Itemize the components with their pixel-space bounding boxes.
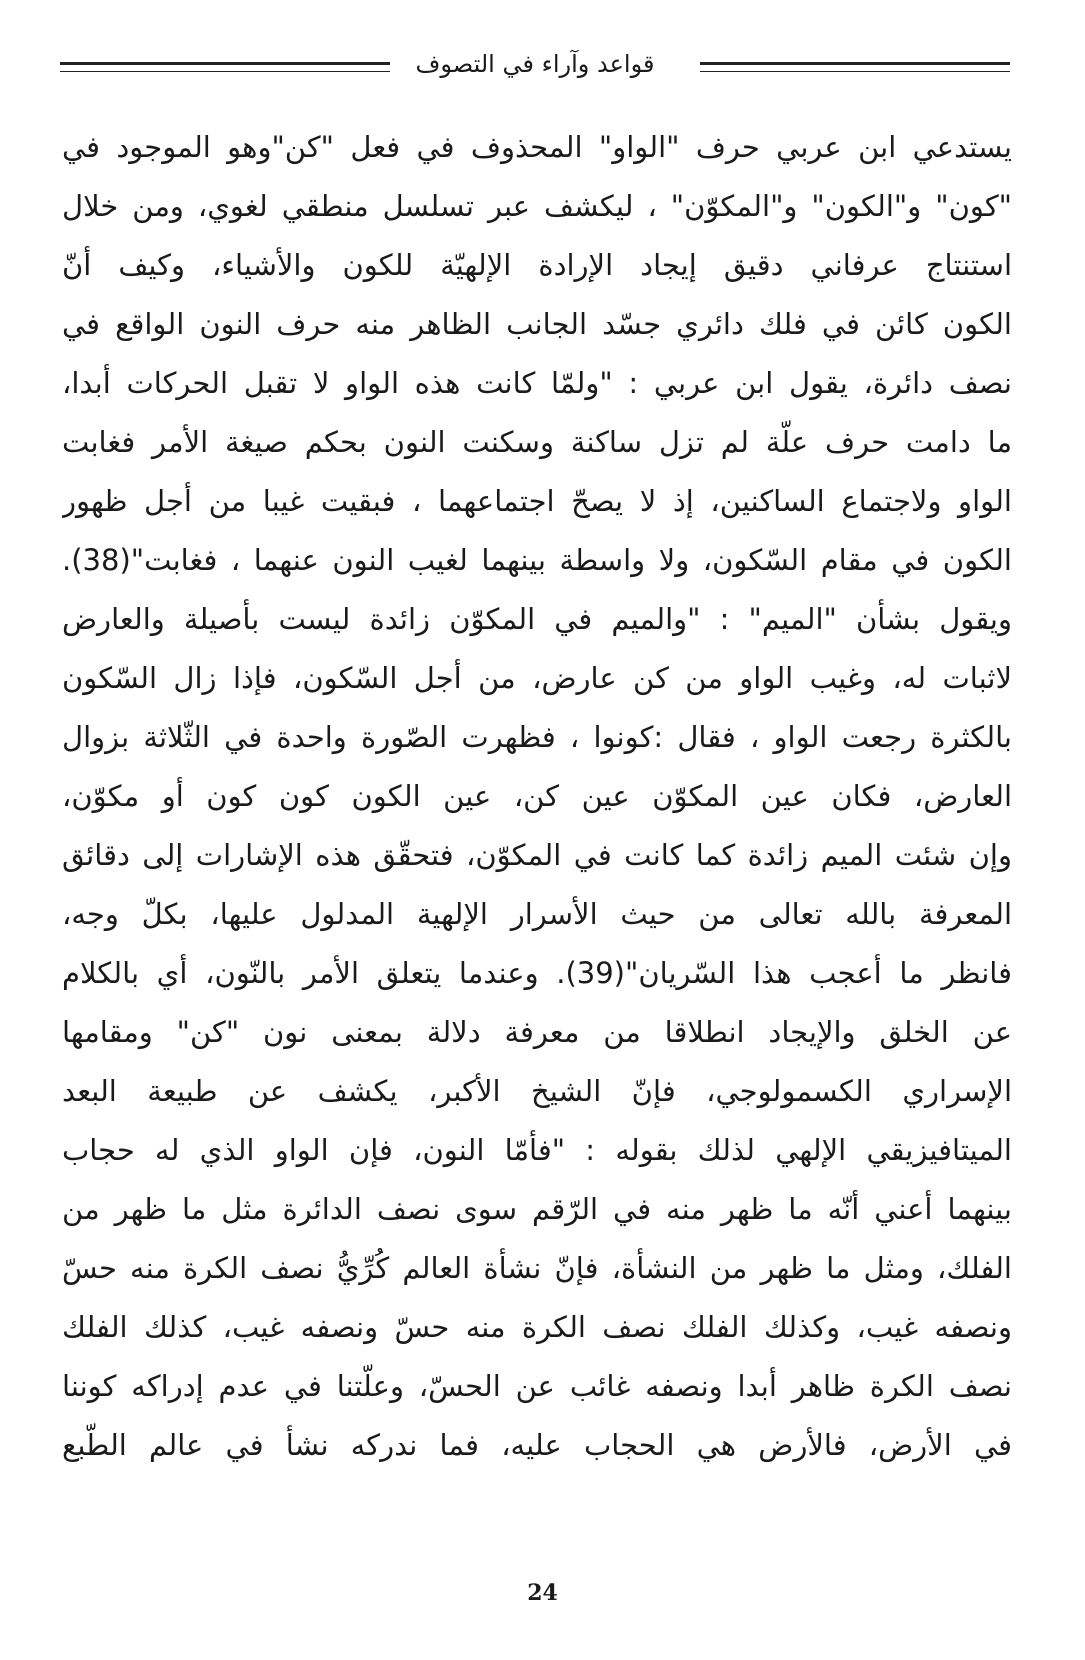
text-line: فانظر ما أعجب هذا السّريان"(39). وعندما يتعلق الأمر بالنّون، أي بالكلام [62, 956, 1012, 990]
text-line: الواو ولاجتماع الساكنين، إذ لا يصحّ اجتماعهما ، فبقيت غيبا من أجل ظهور [62, 484, 1012, 518]
text-line: ما دامت حرف علّة لم تزل ساكنة وسكنت النون بحكم صيغة الأمر فغابت [62, 425, 1012, 459]
header-rule-right [700, 62, 1010, 72]
running-header [60, 44, 1010, 84]
text-line: عن الخلق والإيجاد انطلاقا من معرفة دلالة بمعنى نون "كن" ومقامها [62, 1015, 1012, 1049]
page-number: 24 [527, 1580, 558, 1606]
text-line: الإسراري الكسمولوجي، فإنّ الشيخ الأكبر، يكشف عن طبيعة البعد [62, 1074, 1012, 1108]
text-line: ونصفه غيب، وكذلك الفلك نصف الكرة منه حسّ ونصفه غيب، كذلك الفلك [62, 1310, 1012, 1344]
text-line: استنتاج عرفاني دقيق إيجاد الإرادة الإلهيّة للكون والأشياء، وكيف أنّ [62, 248, 1012, 282]
header-title: قواعد وآراء في التصوف [415, 50, 655, 78]
text-line: الفلك، ومثل ما ظهر من النشأة، فإنّ نشأة العالم كُرِّيُّ نصف الكرة منه حسّ [62, 1251, 1012, 1285]
text-line: ويقول بشأن "الميم" : "والميم في المكوّن زائدة ليست بأصيلة والعارض [62, 602, 1012, 636]
text-line: في الأرض، فالأرض هي الحجاب عليه، فما ندركه نشأ في عالم الطّبع [62, 1428, 1012, 1462]
text-line: العارض، فكان عين المكوّن عين كن، عين الكون كون كون أو مكوّن، [62, 779, 1012, 813]
text-line: بالكثرة رجعت الواو ، فقال :كونوا ، فظهرت الصّورة واحدة في الثّلاثة بزوال [62, 720, 1012, 754]
text-line: وإن شئت الميم زائدة كما كانت في المكوّن، فتحقّق هذه الإشارات إلى دقائق [62, 838, 1012, 872]
text-line: الكون في مقام السّكون، ولا واسطة بينهما لغيب النون عنهما ، فغابت"(38). [62, 543, 1012, 577]
text-line: يستدعي ابن عربي حرف "الواو" المحذوف في فعل "كن"وهو الموجود في [62, 130, 1012, 164]
text-line: الكون كائن في فلك دائري جسّد الجانب الظاهر منه حرف النون الواقع في [62, 307, 1012, 341]
text-line: نصف دائرة، يقول ابن عربي : "ولمّا كانت هذه الواو لا تقبل الحركات أبدا، [62, 366, 1012, 400]
text-line: المعرفة بالله تعالى من حيث الأسرار الإلهية المدلول عليها، بكلّ وجه، [62, 897, 1012, 931]
text-line: لاثبات له، وغيب الواو من كن عارض، من أجل السّكون، فإذا زال السّكون [62, 661, 1012, 695]
header-rule-left [60, 62, 390, 72]
body-text [62, 118, 1012, 1475]
text-line: نصف الكرة ظاهر أبدا ونصفه غائب عن الحسّ، وعلّتنا في عدم إدراكه كوننا [62, 1369, 1012, 1403]
text-line: الميتافيزيقي الإلهي لذلك بقوله : "فأمّا النون، فإن الواو الذي له حجاب [62, 1133, 1012, 1167]
text-line: بينهما أعني أنّه ما ظهر منه في الرّقم سوى نصف الدائرة مثل ما ظهر من [62, 1192, 1012, 1226]
text-line: "كون" و"الكون" و"المكوّن" ، ليكشف عبر تسلسل منطقي لغوي، ومن خلال [62, 189, 1012, 223]
